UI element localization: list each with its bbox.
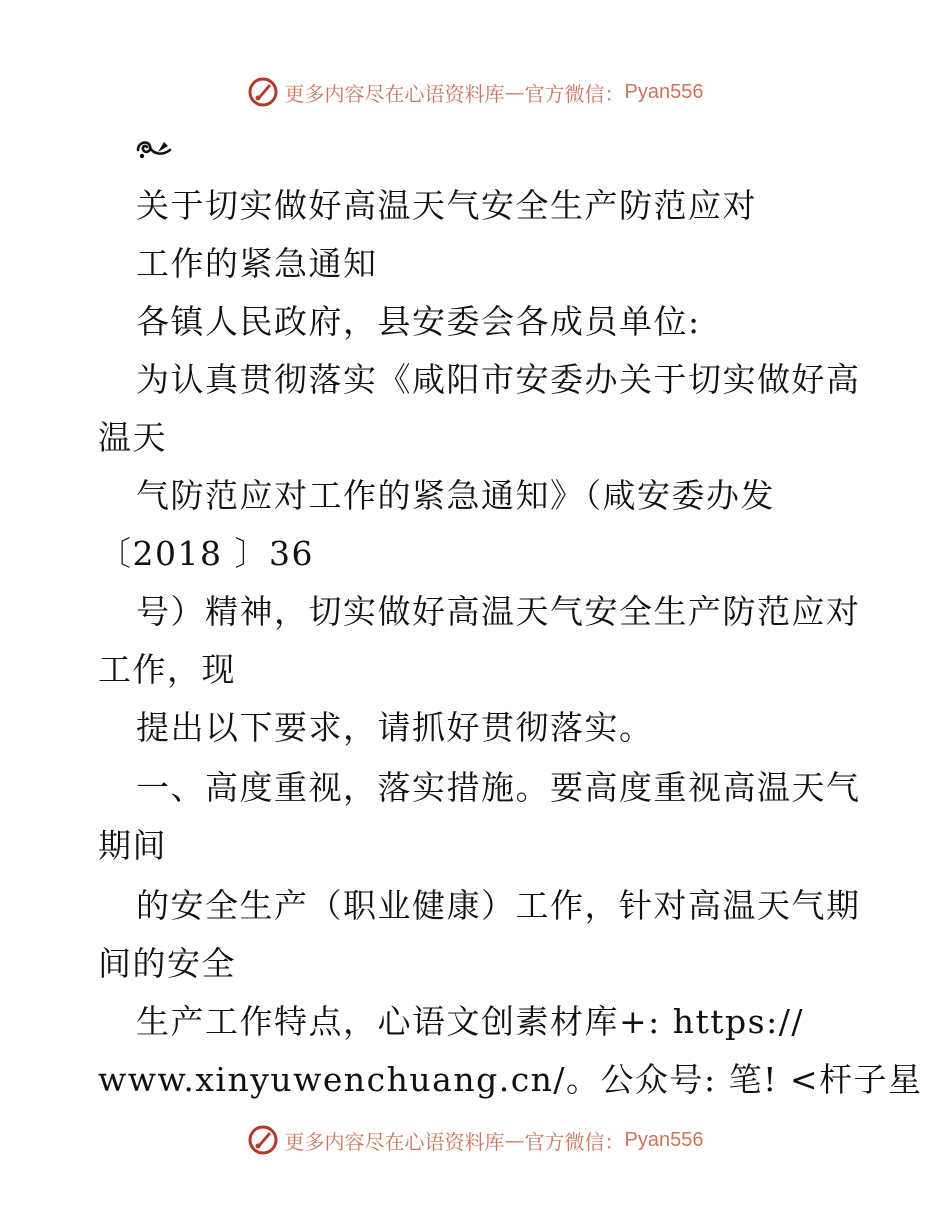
brand-logo-icon	[247, 76, 279, 108]
body-line: 生产工作特点，心语文创素材库+: https://	[136, 1002, 804, 1041]
body-line: 提出以下要求，请抓好贯彻落实。	[136, 708, 654, 747]
body-line: 期间	[98, 826, 167, 865]
watermark-separator: —	[504, 80, 525, 104]
watermark-text: 更多内容尽在心语资料库	[284, 81, 505, 106]
body-line: 的安全生产（职业健康）工作，针对高温天气期	[136, 886, 861, 925]
document-title-line-1: 关于切实做好高温天气安全生产防范应对	[136, 186, 757, 225]
watermark-separator: —	[504, 1128, 525, 1152]
body-line: 工作，现	[98, 650, 236, 689]
watermark-id: Pyan556	[624, 80, 704, 103]
fleuron-ornament-icon	[134, 136, 174, 162]
document-title-line-2: 工作的紧急通知	[136, 244, 378, 283]
watermark-label: 官方微信：	[524, 81, 625, 106]
body-line: 间的安全	[98, 944, 236, 983]
watermark-text: 更多内容尽在心语资料库	[284, 1129, 505, 1154]
body-line: 号）精神，切实做好高温天气安全生产防范应对	[136, 592, 861, 631]
body-line: 气防范应对工作的紧急通知》（咸安委办发	[136, 476, 775, 515]
footer-watermark	[0, 1120, 950, 1160]
header-watermark	[0, 72, 950, 112]
body-line: www.xinyuwenchuang.cn/。公众号: 笔! <杆子星	[98, 1060, 923, 1099]
watermark-label: 官方微信：	[524, 1129, 625, 1154]
body-line: 〔2018 〕36	[98, 534, 314, 573]
section-heading-line: 一、高度重视，落实措施。要高度重视高温天气	[136, 768, 861, 807]
brand-logo-icon	[247, 1124, 279, 1156]
body-line: 为认真贯彻落实《咸阳市安委办关于切实做好高	[136, 360, 861, 399]
watermark-id: Pyan556	[624, 1128, 704, 1151]
salutation-line: 各镇人民政府，县安委会各成员单位:	[136, 302, 701, 341]
body-line: 温天	[98, 418, 167, 457]
